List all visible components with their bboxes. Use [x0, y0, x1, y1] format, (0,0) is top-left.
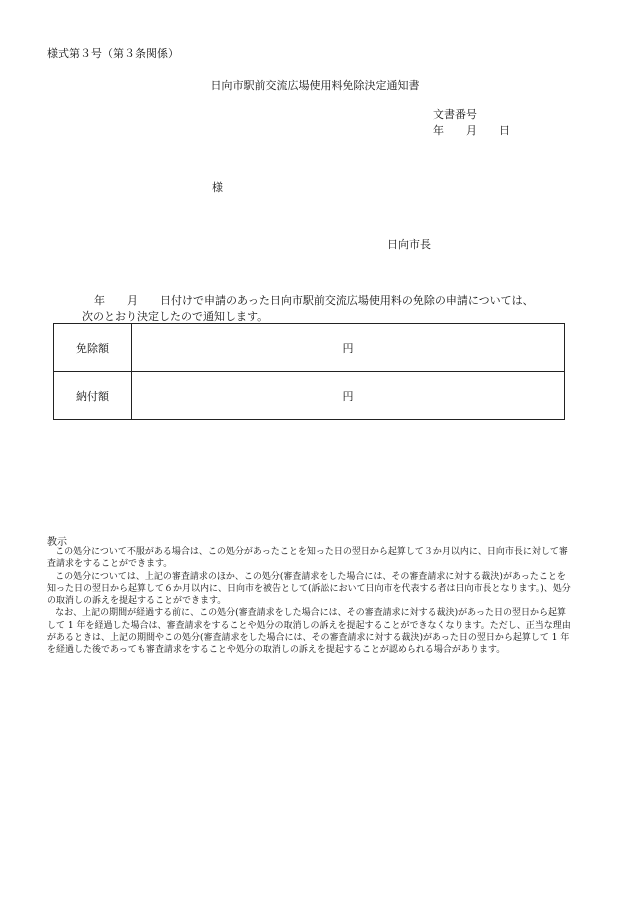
addressee-suffix: 様 [212, 181, 223, 194]
issuer-name: 日向市長 [387, 238, 431, 251]
form-number: 様式第３号（第３条関係） [47, 47, 179, 60]
exemption-amount-label: 免除額 [54, 324, 132, 372]
exemption-amount-unit: 円 [132, 324, 565, 372]
notice-paragraph: この処分について不服がある場合は、この処分があったことを知った日の翌日から起算して３か月以内に、日向市長に対して審査請求をすることができます。 [47, 547, 568, 570]
table-row [54, 324, 565, 372]
notice-paragraph: この処分については、上記の審査請求のほか、この処分(審査請求をした場合には、その審査請求に対する裁決)があったことを知った日の翌日から起算して６か月以内に、日向市を被告として(訴訟において日向市を代表する者は日向市長となります。)、処分の取消しの訴えを提起することができます。 [47, 571, 571, 607]
date-day-label: 日 [499, 124, 510, 137]
payment-amount-unit: 円 [132, 372, 565, 420]
amount-table [53, 323, 565, 420]
payment-amount-label: 納付額 [54, 372, 132, 420]
date-year-label: 年 [433, 124, 444, 137]
date-month-label: 月 [466, 124, 477, 137]
table-row [54, 372, 565, 420]
issue-date [433, 122, 510, 138]
notice-paragraph: なお、上記の期間が経過する前に、この処分(審査請求をした場合には、その審査請求に対する裁決)があった日の翌日から起算して 1 年を経過した場合は、審査請求をすることや処分の取消しの訴えを提起することができなくなります。ただし、正当な理由があるときは、上記の期間やこの処分(審査請求をした場合には、その審査請求に対する裁決)があった日の翌日から起算して 1 年を経過した後であっても審査請求をすることや処分の取消しの訴えを提起することが認められる場合があります。 [47, 608, 571, 656]
notice-text [47, 546, 572, 657]
body-text-line-2: 次のとおり決定したので通知します。 [82, 310, 269, 323]
page-title: 日向市駅前交流広場使用料免除決定通知書 [210, 79, 420, 92]
body-text-line-1: 年 月 日付けで申請のあった日向市駅前交流広場使用料の免除の申請については、 [94, 294, 534, 307]
notice-heading: 教示 [47, 537, 67, 548]
document-number-label: 文書番号 [433, 108, 477, 121]
